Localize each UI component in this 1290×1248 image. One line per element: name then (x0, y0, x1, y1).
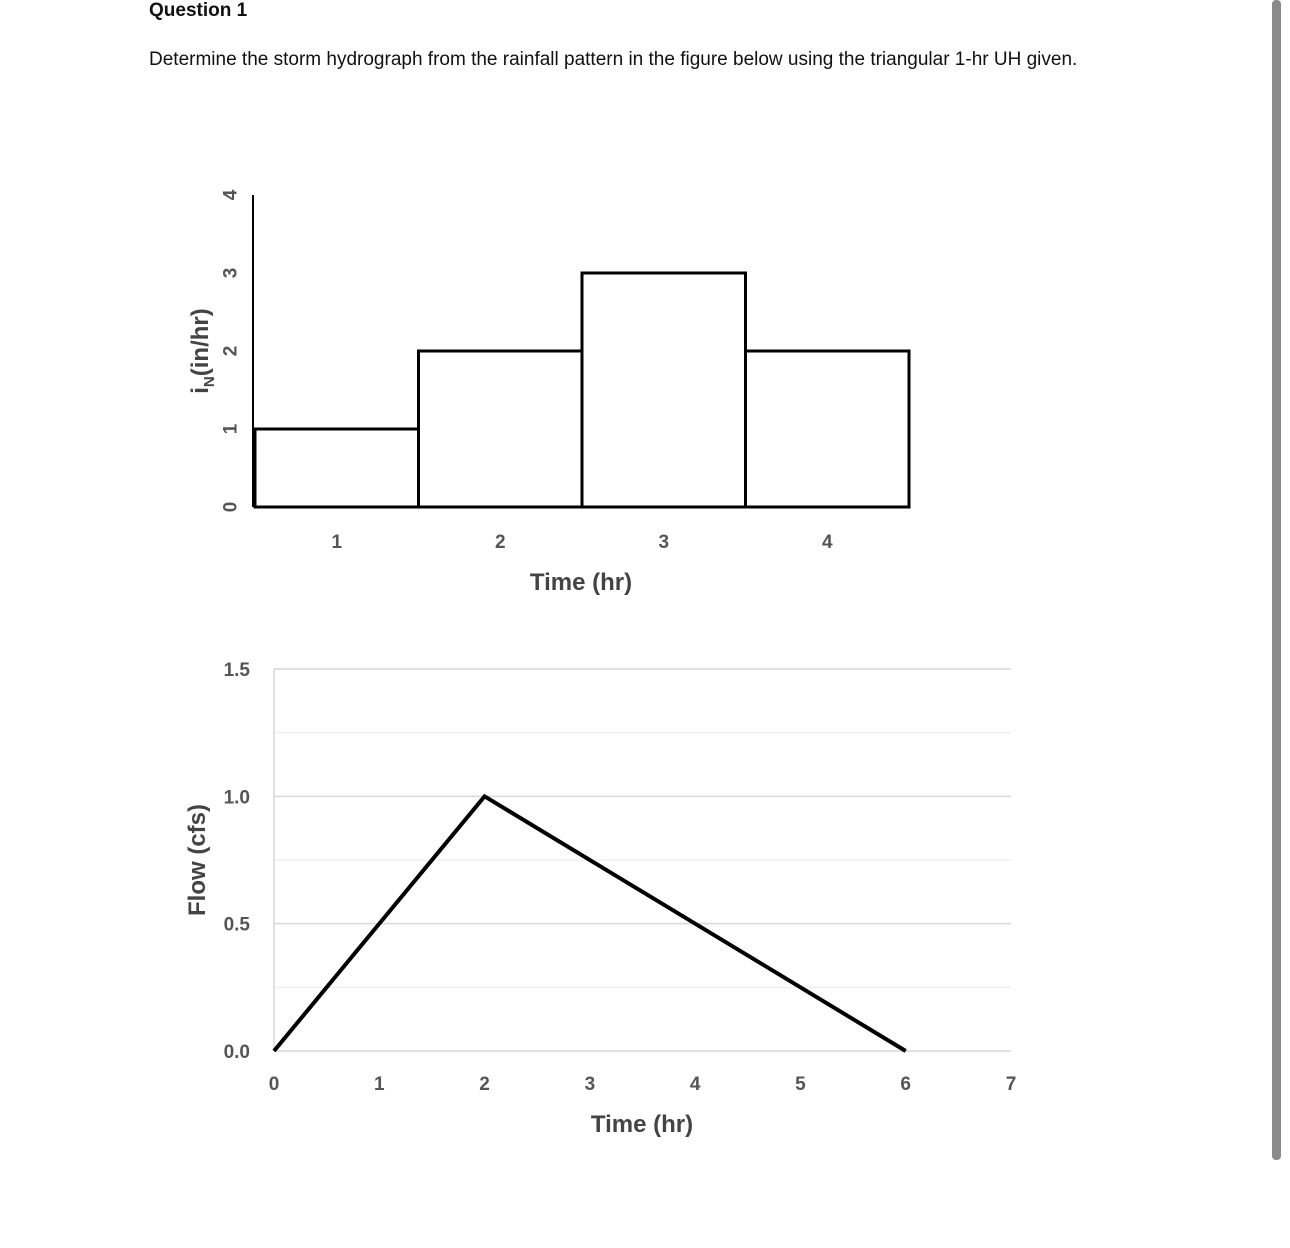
uh-x-tick-label: 0 (268, 1074, 280, 1095)
rainfall-y-tick-label: 4 (220, 189, 242, 201)
rainfall-y-tick-label: 0 (220, 501, 242, 513)
rainfall-y-axis-label-sub: N (201, 376, 218, 388)
rainfall-bar-2 (419, 351, 583, 507)
uh-y-axis-label: Flow (cfs) (184, 804, 211, 916)
uh-y-tick-label: 0.0 (223, 1042, 250, 1063)
rainfall-hyetograph-chart (0, 0, 1290, 620)
rainfall-x-tick-label: 2 (494, 532, 506, 553)
rainfall-x-tick-label: 3 (658, 532, 670, 553)
rainfall-bar-1 (255, 429, 419, 507)
question-title: Question 1 (149, 0, 248, 21)
uh-y-tick-label: 0.5 (223, 914, 250, 936)
rainfall-bar-3 (582, 273, 746, 507)
rainfall-y-tick-label: 3 (220, 267, 242, 279)
rainfall-y-tick-label: 2 (220, 345, 242, 357)
rainfall-y-axis-label (187, 308, 218, 394)
uh-x-tick-label: 7 (1005, 1074, 1017, 1095)
rainfall-y-axis-label-rest: (in/hr) (187, 308, 214, 377)
rainfall-y-axis-label-main: i (187, 387, 214, 394)
uh-x-tick-label: 4 (689, 1074, 701, 1095)
rainfall-x-axis-label: Time (hr) (529, 569, 633, 596)
uh-x-axis-label: Time (hr) (590, 1111, 694, 1138)
uh-x-tick-label: 5 (795, 1074, 806, 1095)
uh-x-tick-label: 1 (373, 1074, 385, 1095)
question-text: Determine the storm hydrograph from the rainfall pattern in the figure below using the triangular 1-hr UH given. (149, 49, 1078, 70)
uh-x-tick-label: 2 (479, 1074, 490, 1095)
uh-y-tick-label: 1.0 (223, 787, 250, 809)
uh-y-tick-label: 1.5 (223, 660, 250, 681)
rainfall-y-tick-label: 1 (220, 423, 242, 435)
uh-x-tick-label: 6 (900, 1074, 912, 1095)
rainfall-x-tick-label: 4 (821, 532, 833, 553)
uh-series-line (274, 796, 906, 1051)
rainfall-x-tick-label: 1 (331, 532, 343, 553)
rainfall-bar-4 (746, 351, 910, 507)
uh-x-tick-label: 3 (584, 1074, 596, 1095)
